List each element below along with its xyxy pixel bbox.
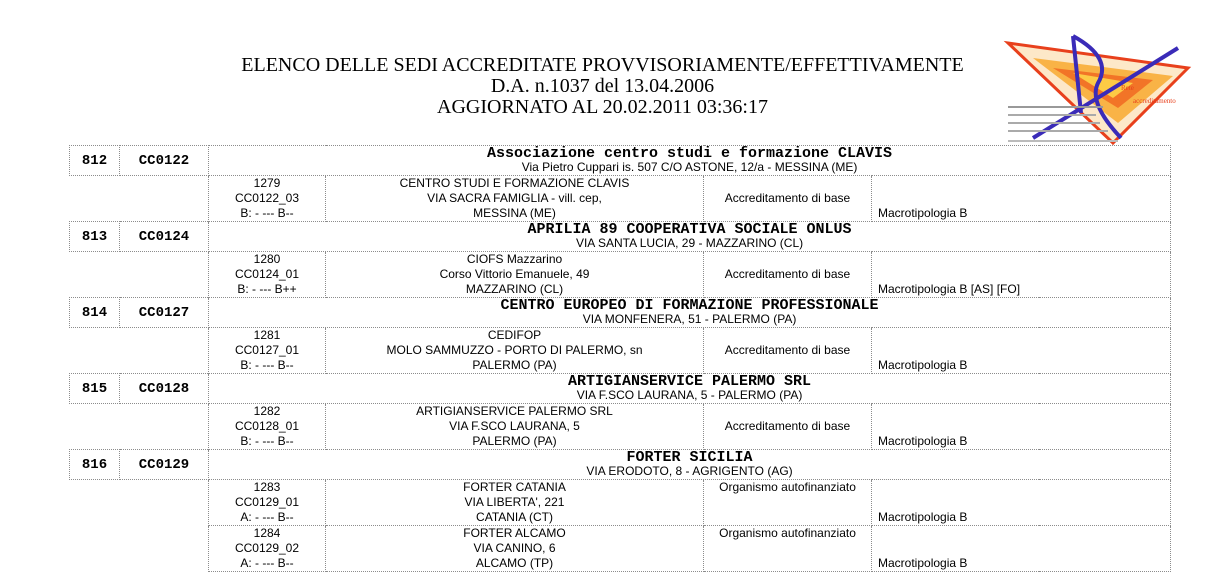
site-row: [70, 252, 1171, 298]
accreditation-type: Organismo autofinanziato: [704, 480, 872, 526]
site-city: CATANIA (CT): [476, 510, 553, 524]
site-identifier: [209, 480, 326, 526]
macro-typology: Macrotipologia B: [872, 404, 1171, 450]
site-name: CIOFS Mazzarino: [466, 252, 563, 266]
site-code: CC0124_01: [234, 267, 300, 281]
site-id: 1279: [253, 176, 281, 190]
entity-code: CC0122: [120, 146, 209, 176]
site-name: FORTER ALCAMO: [463, 526, 566, 540]
accredited-sites-table: [69, 145, 1171, 572]
site-name: CENTRO STUDI E FORMAZIONE CLAVIS: [399, 176, 630, 190]
entity-address: Via Pietro Cuppari is. 507 C/O ASTONE, 12/a - MESSINA (ME): [521, 160, 858, 174]
site-identifier: [209, 404, 326, 450]
site-code: CC0127_01: [234, 343, 300, 357]
site-identifier: [209, 176, 326, 222]
site-id: 1283: [253, 480, 281, 494]
entity-address: VIA ERODOTO, 8 - AGRIGENTO (AG): [586, 464, 793, 478]
entity-row: [70, 374, 1171, 404]
macro-typology: Macrotipologia B: [872, 176, 1171, 222]
entity-code: CC0127: [120, 298, 209, 328]
site-row: [70, 176, 1171, 222]
update-timestamp: AGGIORNATO AL 20.02.2011 03:36:17: [437, 96, 768, 118]
entity-code: CC0128: [120, 374, 209, 404]
logo-text-rete: Rete: [1121, 84, 1134, 92]
accreditation-type: Organismo autofinanziato: [704, 526, 872, 572]
site-identifier: [209, 252, 326, 298]
entity-address: VIA SANTA LUCIA, 29 - MAZZARINO (CL): [575, 236, 804, 250]
site-city: MAZZARINO (CL): [465, 282, 564, 296]
site-city: MESSINA (ME): [473, 206, 556, 220]
entity-number: 813: [70, 222, 120, 252]
site-indent: [70, 328, 209, 374]
entity-info: [209, 298, 1171, 328]
macro-typology: Macrotipologia B [AS] [FO]: [872, 252, 1171, 298]
entity-row: [70, 450, 1171, 480]
accreditation-type: Accreditamento di base: [704, 328, 872, 374]
entity-name: Associazione centro studi e formazione CLAVIS: [486, 145, 893, 162]
site-street: VIA CANINO, 6: [473, 541, 556, 555]
site-identifier: [209, 526, 326, 572]
accreditation-type: Accreditamento di base: [704, 404, 872, 450]
entity-name: FORTER SICILIA: [626, 449, 753, 466]
site-row: [70, 526, 1171, 572]
site-street: VIA SACRA FAMIGLIA - vill. cep,: [427, 191, 602, 205]
site-indent: [70, 526, 209, 572]
site-code: CC0122_03: [234, 191, 300, 205]
entity-row: [70, 298, 1171, 328]
entity-name: ARTIGIANSERVICE PALERMO SRL: [568, 373, 812, 390]
entity-name: APRILIA 89 COOPERATIVA SOCIALE ONLUS: [527, 221, 852, 238]
site-street: VIA F.SCO LAURANA, 5: [449, 419, 580, 433]
accreditation-type: Accreditamento di base: [704, 176, 872, 222]
site-name: FORTER CATANIA: [463, 480, 566, 494]
entity-name: CENTRO EUROPEO DI FORMAZIONE PROFESSIONALE: [500, 297, 879, 314]
site-location: [326, 176, 704, 222]
site-rating: B: - --- B--: [240, 434, 294, 448]
site-id: 1282: [253, 404, 281, 418]
entity-info: [209, 222, 1171, 252]
site-street: MOLO SAMMUZZO - PORTO DI PALERMO, sn: [386, 343, 643, 357]
site-id: 1281: [253, 328, 281, 342]
entity-address: VIA MONFENERA, 51 - PALERMO (PA): [582, 312, 797, 326]
site-name: CEDIFOP: [487, 328, 542, 342]
site-location: [326, 252, 704, 298]
site-row: [70, 404, 1171, 450]
site-name: ARTIGIANSERVICE PALERMO SRL: [416, 404, 613, 418]
entity-number: 815: [70, 374, 120, 404]
site-city: PALERMO (PA): [472, 358, 557, 372]
entity-row: [70, 146, 1171, 176]
entity-address: VIA F.SCO LAURANA, 5 - PALERMO (PA): [576, 388, 803, 402]
site-rating: A: - --- B--: [240, 510, 294, 524]
entity-info: [209, 450, 1171, 480]
site-street: VIA LIBERTA', 221: [464, 495, 565, 509]
site-indent: [70, 252, 209, 298]
site-id: 1284: [253, 526, 281, 540]
entity-row: [70, 222, 1171, 252]
site-location: [326, 480, 704, 526]
decree-reference: D.A. n.1037 del 13.04.2006: [490, 75, 715, 97]
accreditation-type: Accreditamento di base: [704, 252, 872, 298]
site-location: [326, 404, 704, 450]
site-indent: [70, 176, 209, 222]
site-indent: [70, 404, 209, 450]
entity-number: 814: [70, 298, 120, 328]
site-rating: B: - --- B++: [237, 282, 297, 296]
entity-info: [209, 146, 1171, 176]
entity-number: 816: [70, 450, 120, 480]
macro-typology: Macrotipologia B: [872, 480, 1171, 526]
site-city: PALERMO (PA): [472, 434, 557, 448]
entity-code: CC0124: [120, 222, 209, 252]
entity-code: CC0129: [120, 450, 209, 480]
site-indent: [70, 480, 209, 526]
site-row: [70, 480, 1171, 526]
site-code: CC0129_02: [234, 541, 300, 555]
site-rating: B: - --- B--: [240, 206, 294, 220]
entity-number: 812: [70, 146, 120, 176]
macro-typology: Macrotipologia B: [872, 526, 1171, 572]
site-identifier: [209, 328, 326, 374]
site-row: [70, 328, 1171, 374]
site-location: [326, 328, 704, 374]
site-city: ALCAMO (TP): [475, 556, 554, 570]
document-title: ELENCO DELLE SEDI ACCREDITATE PROVVISORIAMENTE/EFFETTIVAMENTE: [241, 54, 964, 76]
site-code: CC0128_01: [234, 419, 300, 433]
site-code: CC0129_01: [234, 495, 300, 509]
site-rating: B: - --- B--: [240, 358, 294, 372]
accreditation-logo: [1003, 28, 1193, 148]
site-street: Corso Vittorio Emanuele, 49: [439, 267, 590, 281]
logo-text-accreditamento: accreditamento: [1133, 97, 1176, 105]
macro-typology: Macrotipologia B: [872, 328, 1171, 374]
site-rating: A: - --- B--: [240, 556, 294, 570]
site-id: 1280: [253, 252, 281, 266]
entity-info: [209, 374, 1171, 404]
site-location: [326, 526, 704, 572]
